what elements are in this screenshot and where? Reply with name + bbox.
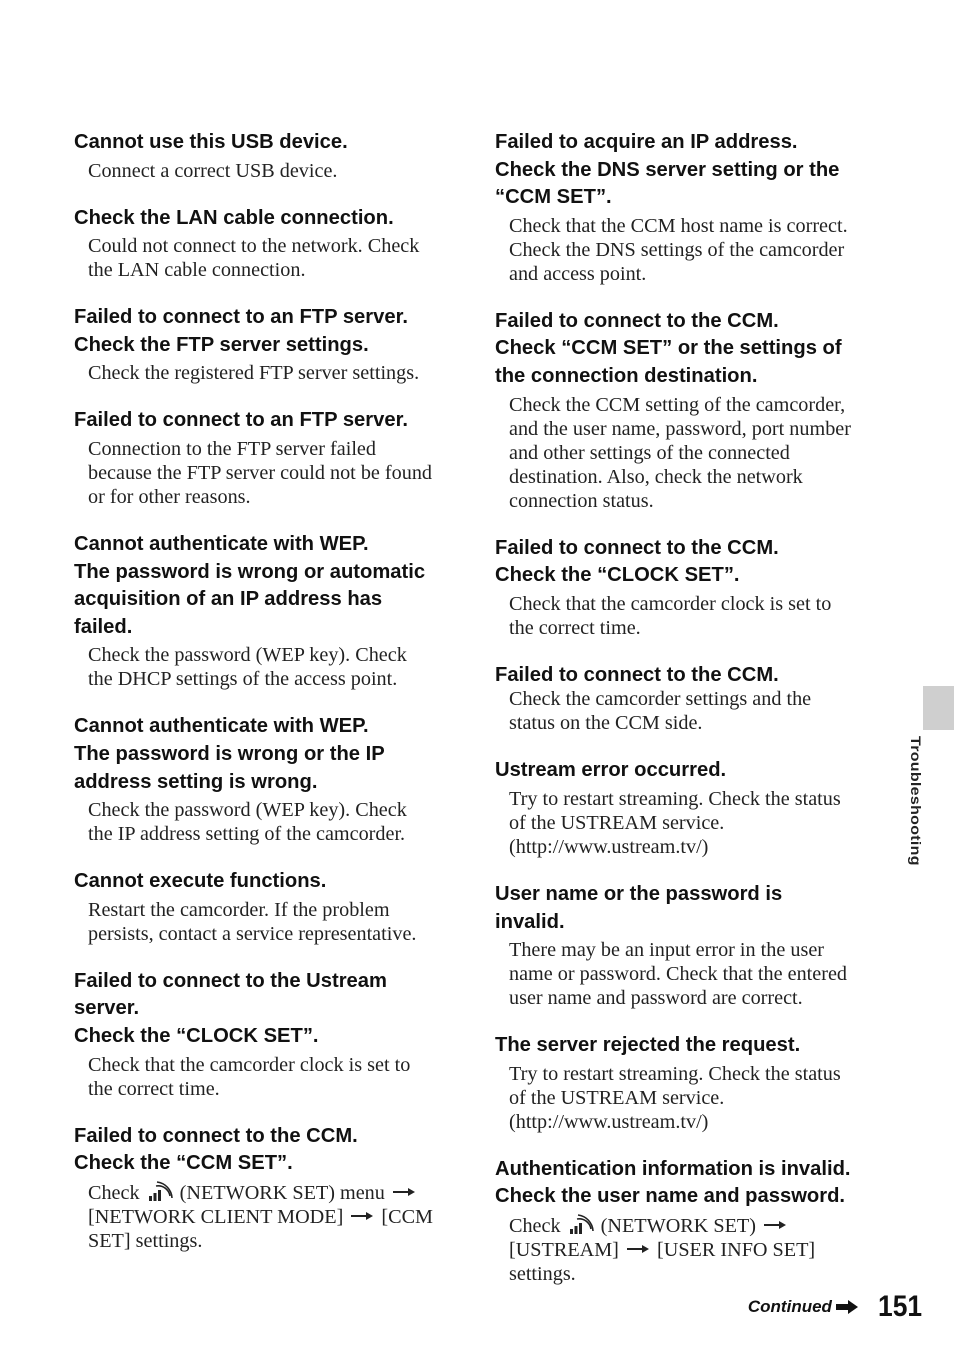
page-number: 151 [877, 1290, 922, 1323]
message-description: Restart the camcorder. If the problem persists, contact a service representative. [88, 898, 417, 945]
message-entry [74, 304, 446, 385]
message-entry [495, 1156, 870, 1286]
message-description: Check the CCM setting of the camcorder, and the user name, password, port number and other settings of the connected destination. Also, check the network connection status. [509, 393, 851, 512]
message-heading: Failed to connect to the Ustream server. Check the “CLOCK SET”. [74, 969, 387, 1047]
message-entry [495, 757, 870, 859]
message-description: Connection to the FTP server failed because the FTP server could not be found or for other reasons. [88, 437, 433, 508]
message-description: Try to restart streaming. Check the status of the USTREAM service. (http://www.ustream.tv/) [509, 787, 841, 858]
message-entry [74, 968, 446, 1101]
message-heading: Failed to connect to an FTP server. [74, 409, 408, 432]
message-heading: Cannot use this USB device. [74, 131, 348, 153]
section-tab-label: Troubleshooting [907, 736, 922, 866]
message-entry [74, 205, 446, 283]
message-heading: User name or the password is invalid. [495, 882, 783, 933]
message-entry [74, 868, 446, 946]
message-entry [495, 1032, 870, 1134]
message-entry [495, 662, 870, 736]
message-description: Check that the CCM host name is correct. Check the DNS settings of the camcorder and access point. [509, 214, 848, 285]
message-description: Could not connect to the network. Check the LAN cable connection. [88, 235, 420, 282]
message-heading: Authentication information is invalid. Check the user name and password. [495, 1157, 851, 1208]
page-footer [748, 1290, 922, 1324]
left-column [74, 129, 446, 1275]
message-entry [74, 407, 446, 509]
continued-label: Continued [747, 1297, 832, 1316]
message-heading: Ustream error occurred. [495, 759, 727, 782]
message-entry [74, 713, 446, 846]
message-description: Check the registered FTP server settings. [88, 362, 420, 385]
message-description: Check the password (WEP key). Check the IP address setting of the camcorder. [88, 799, 407, 846]
message-entry [495, 881, 870, 1010]
message-heading: Failed to connect to the CCM. [495, 663, 779, 686]
message-description: Try to restart streaming. Check the status of the USTREAM service. (http://www.ustream.tv/) [509, 1062, 841, 1133]
message-description: Check (NETWORK SET) [USTREAM] [USER INFO SET] settings. [509, 1214, 816, 1285]
message-description: Check that the camcorder clock is set to the correct time. [509, 592, 832, 639]
right-arrow-icon [763, 1220, 787, 1230]
message-entry [74, 531, 446, 691]
message-entry [74, 1123, 446, 1253]
message-heading: Failed to connect to an FTP server. Check the FTP server settings. [74, 306, 408, 356]
right-arrow-icon [392, 1187, 416, 1197]
message-entry [495, 308, 870, 513]
message-heading: Cannot authenticate with WEP. The password is wrong or automatic acquisition of an IP address has failed. [74, 532, 426, 638]
network-set-icon [568, 1213, 594, 1235]
message-heading: Failed to connect to the CCM. Check “CCM SET” or the settings of the connection destination. [495, 309, 842, 387]
bold-right-arrow-icon [836, 1300, 858, 1314]
message-entry [74, 129, 446, 183]
message-heading: Failed to connect to the CCM. Check the “CLOCK SET”. [495, 536, 779, 587]
right-arrow-icon [626, 1244, 650, 1254]
network-set-icon [147, 1180, 173, 1202]
message-description: Check that the camcorder clock is set to the correct time. [88, 1053, 411, 1100]
message-description: Check the password (WEP key). Check the DHCP settings of the access point. [88, 644, 407, 691]
message-heading: Failed to acquire an IP address. Check the DNS server setting or the “CCM SET”. [495, 131, 840, 209]
message-description: Connect a correct USB device. [88, 159, 338, 182]
message-entry [495, 129, 870, 286]
message-entry [495, 535, 870, 640]
message-heading: Cannot execute functions. [74, 870, 327, 893]
message-description: Check the camcorder settings and the status on the CCM side. [509, 688, 812, 735]
message-heading: The server rejected the request. [495, 1034, 801, 1057]
message-heading: Cannot authenticate with WEP. The password is wrong or the IP address setting is wrong. [74, 715, 385, 793]
right-column [495, 129, 870, 1308]
message-heading: Check the LAN cable connection. [74, 206, 394, 229]
message-heading: Failed to connect to the CCM. Check the “CCM SET”. [74, 1124, 358, 1175]
message-description: Check (NETWORK SET) menu [NETWORK CLIENT MODE] [CCM SET] settings. [88, 1181, 433, 1252]
right-arrow-icon [350, 1211, 374, 1221]
message-description: There may be an input error in the user name or password. Check that the entered user name and password are correct. [509, 939, 848, 1010]
section-tab-marker [923, 686, 954, 730]
